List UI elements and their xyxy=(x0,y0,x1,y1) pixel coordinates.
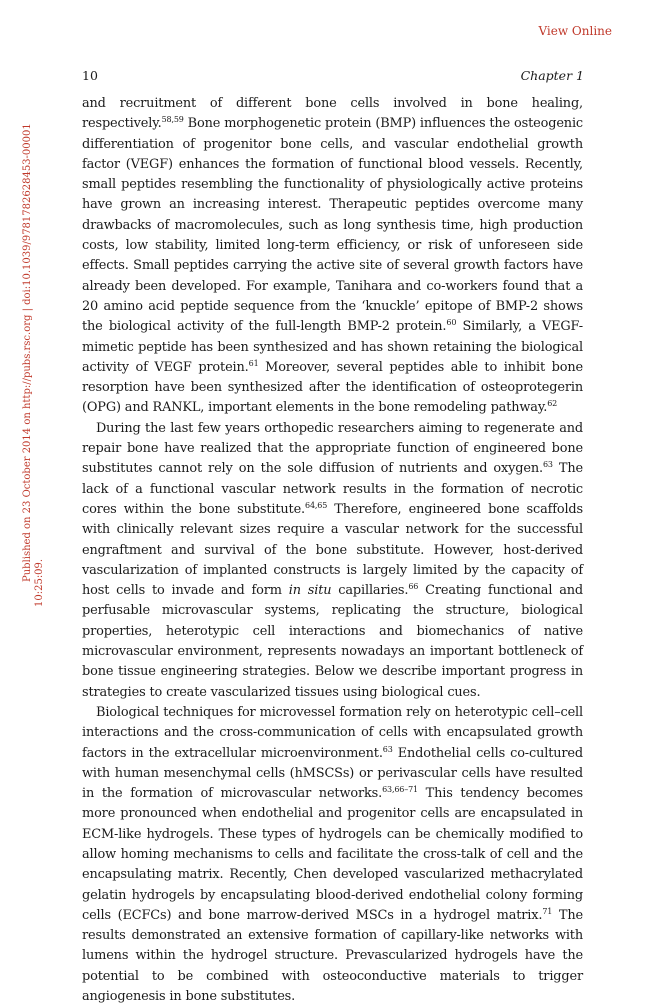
publication-time: 10:25:09. xyxy=(34,558,45,607)
view-online-link[interactable]: View Online xyxy=(538,24,612,38)
text-run: Moreover, several peptides able to inhibit bone resorption have been synthesized after the identification of osteoprotegerin (OPG) and RANKL, important elements in the bone remodeling pathway. xyxy=(82,359,584,416)
chapter-title: Chapter 1 xyxy=(520,68,584,83)
italic-term: in situ xyxy=(288,583,332,599)
text-run: This tendency becomes more pronounced when endothelial and progenitor cells are encapsulated in ECM-like hydrogels. These types of hydrogels can be chemically modified to allow homing mechanisms to cells and facilitate the cross-talk of cell and the encapsulating matrix. Recently, Chen developed vascularized methacrylated gelatin hydrogels by encapsulating blood-derived endothelial colony forming cells (ECFCs) and bone marrow-derived MSCs in a hydrogel matrix. xyxy=(82,786,583,923)
paragraph-2 xyxy=(82,419,583,703)
text-run: Endothelial cells co-cultured with human mesenchymal cells (hMSCSs) or perivascular cells have resulted in the formation of microvascular networks. xyxy=(82,745,583,802)
citation: 71 xyxy=(542,906,553,916)
citation: 63 xyxy=(542,460,553,470)
text-run: and recruitment of different bone cells involved in bone healing, respectively. xyxy=(82,96,583,132)
citation: 63 xyxy=(382,744,393,754)
citation: 66 xyxy=(408,582,419,592)
text-run: The results demonstrated an extensive formation of capillary-like networks with lumens within the hydrogel structure. Prevascularized hydrogels have the potential to be combined with osteoconductive materials to trigger angiogenesis in bone substitutes. xyxy=(82,907,583,1005)
citation: 63,66–71 xyxy=(382,785,418,795)
text-run: The lack of a functional vascular network results in the formation of necrotic cores within the bone substitute. xyxy=(82,461,583,517)
citation: 62 xyxy=(547,399,558,409)
text-run: Therefore, engineered bone scaffolds with clinically relevant sizes require a vascular network for the successful engraftment and survival of the bone substitute. However, host-derived vascularization of implanted constructs is largely limited by the capacity of host cells to invade and form xyxy=(82,501,584,599)
paragraph-3 xyxy=(82,703,583,1007)
text-run: Similarly, a VEGF-mimetic peptide has been synthesized and has shown retaining the biological activity of VEGF protein. xyxy=(82,319,583,375)
text-run: Biological techniques for microvessel formation rely on heterotypic cell–cell interactions and the cross-communication of cells with encapsulated growth factors in the extracellular microenvironment. xyxy=(82,704,583,761)
publication-info: Published on 23 October 2014 on http://pubs.rsc.org | doi:10.1039/9781782628453-00001 xyxy=(22,123,33,582)
paragraph-1 xyxy=(82,94,583,419)
citation: 60 xyxy=(446,318,457,328)
citation: 61 xyxy=(248,358,259,368)
text-run: capillaries. xyxy=(331,583,409,599)
citation: 64,65 xyxy=(305,500,328,510)
text-run: Bone morphogenetic protein (BMP) influences the osteogenic differentiation of progenitor bone cells, and vascular endothelial growth factor (VEGF) enhances the formation of functional blood vessels. Recently, small peptides resembling the functionality of physiologically active proteins have grown an increasing interest. Therapeutic peptides overcome many drawbacks of macromolecules, such as long synthesis time, high production costs, low stability, limited long-term efficiency, or risk of unforeseen side effects. Small peptides carrying the active site of several growth factors have already been developed. For example, Tanihara and co-workers found that a 20 amino acid peptide sequence from the ‘knuckle’ epitope of BMP-2 shows the biological activity of the full-length BMP-2 protein. xyxy=(82,116,583,335)
article-body xyxy=(82,94,583,1007)
page-number: 10 xyxy=(82,68,98,83)
text-run: Creating functional and perfusable microvascular systems, replicating the structure, biological properties, heterotypic cell interactions and biomechanics of native microvascular environment, represents nowadays an important bottleneck of bone tissue engineering strategies. Below we describe important progress in strategies to create vascularized tissues using biological cues. xyxy=(82,583,583,700)
text-run: During the last few years orthopedic researchers aiming to regenerate and repair bone have realized that the appropriate function of engineered bone substitutes cannot rely on the sole diffusion of nutrients and oxygen. xyxy=(82,420,583,477)
citation: 58,59 xyxy=(161,115,184,125)
